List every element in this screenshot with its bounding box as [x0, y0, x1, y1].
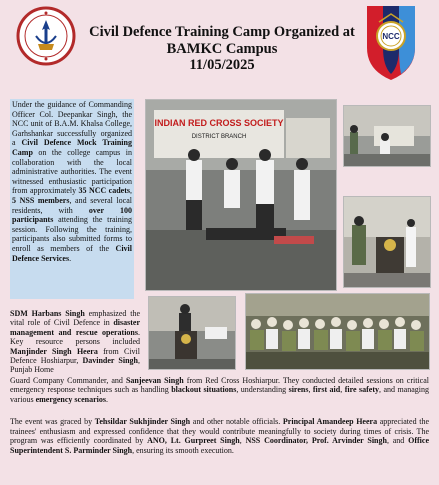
para2b-segment: from Red Cross Hoshiarpur. They conducted detailed sessions on critical emergency response techniques such as handling: [10, 376, 429, 395]
para2b-segment: , and managing various: [10, 385, 429, 404]
para2-segment: , Punjab Home: [10, 356, 140, 375]
para2b-segment: ,: [340, 385, 345, 395]
para2-segment: Davinder Singh: [82, 356, 138, 366]
event-date: 11/05/2025: [189, 57, 255, 73]
para2b-segment: Guard Company Commander, and: [10, 376, 126, 385]
photo-first-aid-demo: [145, 99, 337, 291]
para2-segment: SDM Harbans Singh: [10, 309, 85, 318]
para2b-segment: ,: [308, 385, 313, 395]
para3-segment: appreciated the trainees' enthusiasm and expressed confidence that they would contribute meaningfully to society during times of crisis. The program was efficiently coordinated by: [10, 417, 429, 446]
para2b-segment: first aid: [312, 385, 341, 395]
para2b-segment: , understanding: [236, 385, 289, 395]
banner-text: INDIAN RED CROSS SOCIETY: [154, 118, 284, 128]
intro-segment: Civil Defence Mock Training Camp: [12, 138, 132, 157]
banner-subtext: DISTRICT BRANCH: [191, 134, 247, 140]
para2-segment: disaster management and rescue operations: [10, 318, 140, 337]
title-line-1: Civil Defence Training Camp Organized at: [89, 24, 355, 40]
para2-segment: Manjinder Singh Heera: [10, 346, 98, 356]
header: [0, 0, 439, 92]
intro-segment: Civil Defence Services: [12, 243, 132, 263]
intro-segment: , and several local residents, with: [12, 195, 133, 215]
closing-text: [10, 417, 429, 455]
intro-segment: .: [69, 253, 72, 263]
photo-audience: [245, 293, 430, 370]
college-logo: [14, 6, 78, 66]
photo-officer-speech: [343, 196, 431, 288]
photo-sdm-address: [148, 296, 236, 370]
intro-segment: Under the guidance of Commanding Officer Col. Deepankar Singh, the NCC unit of B.A.M. Khalsa College, Garhshankar successfully organized a: [12, 100, 132, 148]
para3-segment: , ensuring its smooth execution.: [132, 445, 234, 455]
para2b-segment: emergency scenarios: [35, 394, 106, 404]
title-line-2: BAMKC Campus: [166, 40, 278, 57]
para3-segment: Office Superintendent S. Parminder Singh: [10, 436, 429, 455]
ncc-logo: [365, 4, 417, 82]
ncc-badge-text: NCC: [382, 32, 400, 41]
intro-segment: on the college campus in collaboration with the local administrative authorities. The event witnessed enthusiastic participation from approximately: [12, 147, 132, 196]
para3-segment: NSS Coordinator, Prof. Arvinder Singh: [245, 436, 387, 446]
resource-persons-text: [10, 309, 140, 375]
sessions-text: [10, 376, 429, 404]
intro-segment: 35 NCC cadets: [78, 186, 130, 196]
para3-segment: ,: [239, 436, 246, 446]
para2b-segment: sirens: [288, 385, 309, 395]
intro-segment: ,: [130, 186, 132, 196]
para2-segment: from Civil Defence Hoshiarpur,: [10, 346, 140, 366]
para3-segment: and other notable officials.: [190, 417, 283, 426]
photo-stage-session: [343, 105, 431, 167]
para2-segment: emphasized the vital role of Civil Defence in: [10, 309, 140, 328]
para3-segment: The event was graced by: [10, 417, 95, 426]
para2b-segment: blackout situations: [171, 385, 237, 395]
intro-segment: attending the training session. Following the training, participants also submitted forms to enroll as members of the: [12, 215, 132, 253]
para2b-segment: Sanjeevan Singh: [125, 376, 184, 385]
para2b-segment: fire safety: [344, 385, 379, 395]
para2b-segment: .: [105, 394, 108, 404]
intro-segment: over 100 participants: [12, 205, 132, 225]
para3-segment: , and: [386, 436, 409, 446]
intro-segment: 5 NSS members: [12, 195, 70, 205]
para2-segment: . Key resource persons included: [10, 327, 140, 347]
intro-text: [10, 99, 134, 299]
para3-segment: Principal Amandeep Heera: [282, 417, 378, 426]
para3-segment: Tehsildar Sukhjinder Singh: [94, 417, 191, 426]
page-title: [86, 24, 358, 74]
para3-segment: ANO, Lt. Gurpreet Singh: [147, 436, 240, 446]
